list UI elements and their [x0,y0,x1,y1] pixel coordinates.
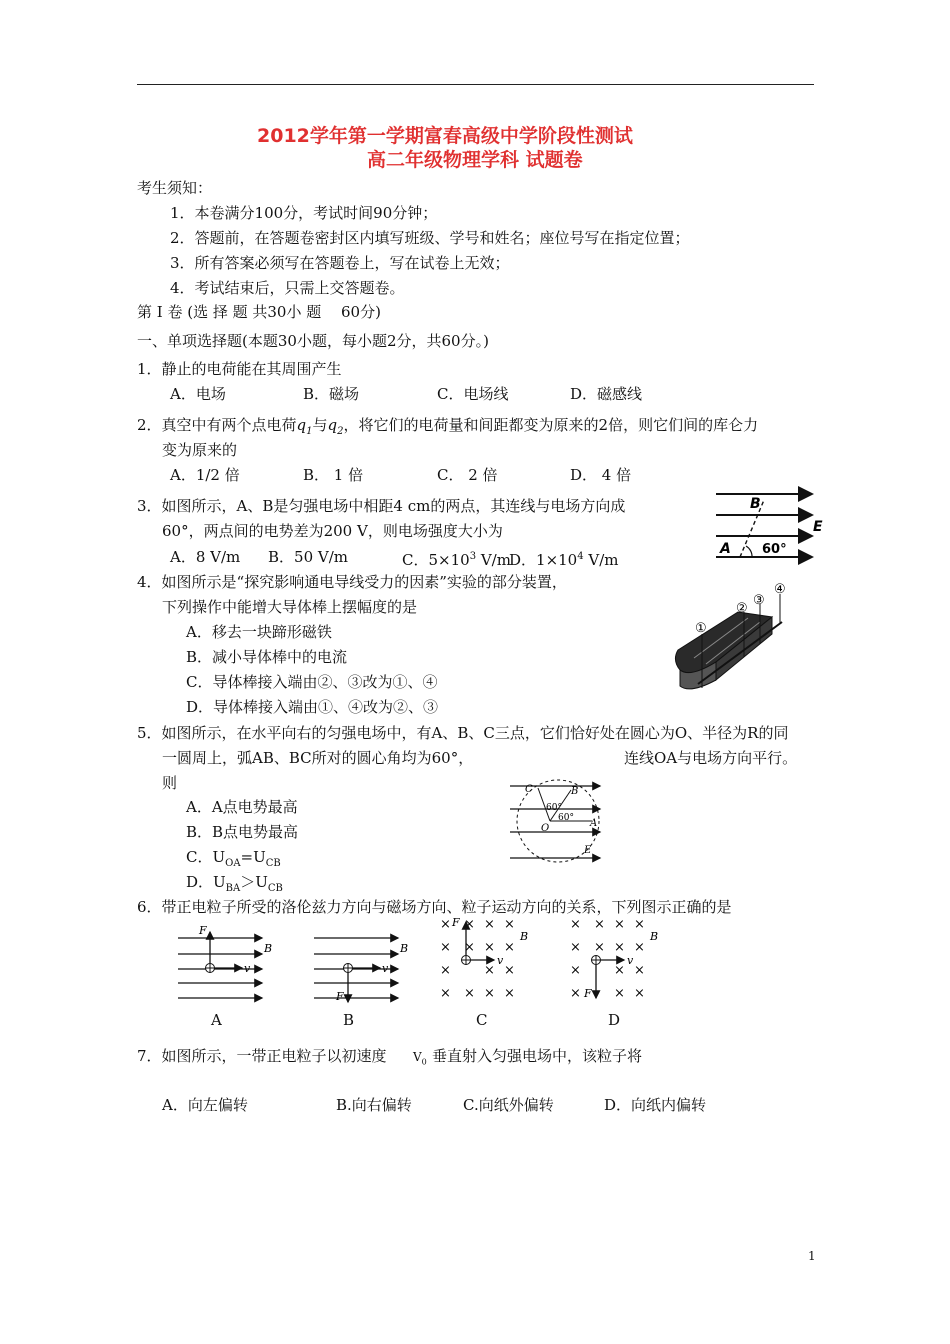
q7-option-b: B.向右偏转 [336,1096,412,1114]
q2-charge-2-symbol: q [327,416,338,434]
label-b: B [650,930,659,943]
cross-mark: × [464,940,475,955]
terminal-4: ④ [774,582,786,597]
q5-option-c-sub2: CB [265,858,281,869]
cross-mark: × [634,963,645,978]
terminal-2: ② [736,601,748,616]
notice-item: 1．本卷满分100分，考试时间90分钟； [170,204,438,222]
section-part: 第 I 卷 (选 择 题 共30小 题 60分) [137,303,381,321]
q2-charge-1-sub: 1 [306,426,313,437]
q3-stem-line2: 60°，两点间的电势差为200 V，则电场强度大小为 [162,522,503,540]
q1-option-c: C．电场线 [437,385,509,403]
label-c: C [525,784,533,795]
q7-velocity [413,1050,427,1066]
q5-option-d-u2: ＞U [240,873,268,891]
cross-mark: × [570,963,581,978]
q4-stem-line1: 4．如图所示是“探究影响通电导线受力的因素”实验的部分装置， [137,573,567,591]
q3-field-diagram [712,486,827,566]
angle-label-2: 60° [558,813,574,823]
cross-mark: × [464,986,475,1001]
q3-option-d [509,547,619,570]
q4-magnet-apparatus-diagram [668,582,798,702]
cross-mark: × [484,963,495,978]
q5-stem-line2a: 一圆周上，弧AB、BC所对的圆心角均为60°， [162,749,474,767]
label-a: A [590,818,598,829]
q5-option-c-sub1: OA [225,858,241,869]
cross-mark: × [614,963,625,978]
label-f: F [199,924,207,937]
q2-option-b: B． 1 倍 [303,466,364,484]
cross-mark: × [614,986,625,1001]
label-b: B [520,930,529,943]
q7-stem-b: 垂直射入匀强电场中，该粒子将 [432,1047,643,1065]
q5-option-d [186,872,283,899]
terminal-3: ③ [753,593,765,608]
cross-mark: × [484,940,495,955]
label-b: B [571,786,579,797]
q6-option-d-label: D [608,1011,621,1029]
section-instruction: 一、单项选择题(本题30小题，每小题2分，共60分。) [137,332,489,350]
q3-option-c [402,547,511,570]
cross-mark: × [634,986,645,1001]
q7-velocity-sub: 0 [421,1057,427,1067]
q4-option-b: B．减小导体棒中的电流 [186,648,348,666]
q1-option-b: B．磁场 [303,385,360,403]
exam-title-line2: 高二年级物理学科 试题卷 [367,149,583,171]
q1-stem: 1．静止的电荷能在其周围产生 [137,360,342,378]
label-v: v [244,962,251,975]
label-b: B [750,496,761,512]
q7-stem-a: 7．如图所示，一带正电粒子以初速度 [137,1047,387,1065]
q3-option-b: B．50 V/m [268,548,348,566]
q5-option-d-u1: D．U [186,873,226,891]
q2-stem-line2: 变为原来的 [162,441,238,459]
cross-mark: × [504,986,515,1001]
cross-mark: × [614,917,625,932]
q4-option-c: C．导体棒接入端由②、③改为①、④ [186,673,438,691]
label-v: v [497,954,504,967]
cross-mark: × [634,940,645,955]
q3-option-d-unit: V/m [583,551,619,569]
q5-option-b: B．B点电势最高 [186,823,299,841]
q7-option-c: C.向纸外偏转 [463,1096,554,1114]
page-number: 1 [808,1249,816,1263]
label-f: F [584,987,592,1000]
q6-figure-c [440,916,528,1001]
q1-option-a: A．电场 [170,385,226,403]
label-f: F [336,990,344,1003]
q6-options-diagram [176,918,676,1008]
label-b: B [400,942,409,955]
q5-stem-line2b: 连线OA与电场方向平行。 [624,749,798,767]
q1-option-d: D．磁感线 [570,385,643,403]
header-rule [137,84,814,85]
q2-stem [137,415,758,442]
exam-title-line1: 2012学年第一学期富春高级中学阶段性测试 [257,125,633,147]
q6-figure-a [178,924,272,998]
label-angle: 60° [762,542,787,557]
cross-mark: × [464,917,475,932]
q5-option-a: A．A点电势最高 [186,798,298,816]
angle-label-1: 60° [546,803,562,813]
q2-option-a: A．1/2 倍 [170,466,240,484]
q3-option-d-base: D．1×10 [509,551,578,569]
q6-option-a-label: A [211,1011,222,1029]
q5-option-c-u2: =U [240,848,266,866]
q6-option-b-label: B [343,1011,355,1029]
q5-stem-line1: 5．如图所示，在水平向右的匀强电场中，有A、B、C三点，它们恰好处在圆心为O、半径为R的同 [137,724,789,742]
q2-charge-2-sub: 2 [337,426,344,437]
cross-mark: × [594,917,605,932]
notice-item: 4．考试结束后，只需上交答题卷。 [170,279,405,297]
cross-mark: × [570,940,581,955]
q2-option-d: D． 4 倍 [570,466,632,484]
cross-mark: × [614,940,625,955]
cross-mark: × [570,917,581,932]
cross-mark: × [504,940,515,955]
q5-option-c [186,847,281,874]
q2-charge-2 [327,416,344,437]
q5-stem-line3: 则 [162,774,178,792]
cross-mark: × [440,986,451,1001]
label-e: E [584,845,592,856]
q2-stem-text-a: 2．真空中有两个点电荷 [137,416,297,434]
notice-heading: 考生须知： [137,179,213,197]
q4-option-d: D．导体棒接入端由①、④改为②、③ [186,698,439,716]
label-o: O [541,823,550,834]
q3-stem-line1: 3．如图所示，A、B是匀强电场中相距4 cm的两点，其连线与电场方向成 [137,497,626,515]
q7-option-a: A．向左偏转 [162,1096,248,1114]
cross-mark: × [594,940,605,955]
q2-stem-text-b: ，将它们的电荷量和间距都变为原来的2倍，则它们间的库仑力 [343,416,759,434]
q5-option-d-sub1: BA [225,883,241,894]
cross-mark: × [484,986,495,1001]
q7-velocity-symbol: V [413,1050,422,1064]
q6-option-c-label: C [476,1011,488,1029]
q2-stem-mid: 与 [312,416,328,434]
label-v: v [382,962,389,975]
notice-item: 2．答题前，在答题卷密封区内填写班级、学号和姓名；座位号写在指定位置； [170,229,690,247]
label-v: v [627,954,634,967]
cross-mark: × [440,917,451,932]
q5-option-c-u1: C．U [186,848,226,866]
q5-circle-field-diagram [508,778,608,870]
terminal-1: ① [695,621,707,636]
label-f: F [452,916,460,929]
angle-arc [746,546,752,557]
q7-option-d: D．向纸内偏转 [604,1096,707,1114]
label-b: B [264,942,273,955]
q6-figure-b [314,938,408,1003]
q3-option-c-exp: 3 [469,551,477,562]
q4-option-a: A．移去一块蹄形磁铁 [186,623,332,641]
q6-figure-d [570,917,658,1001]
q3-option-c-unit: V/m [476,551,511,569]
notice-item: 3．所有答案必须写在答题卷上，写在试卷上无效； [170,254,510,272]
cross-mark: × [440,940,451,955]
q4-stem-line2: 下列操作中能增大导体棒上摆幅度的是 [162,598,418,616]
label-e: E [813,519,823,535]
q5-option-d-sub2: CB [267,883,283,894]
q3-option-d-exp: 4 [577,551,584,562]
q3-option-a: A．8 V/m [170,548,241,566]
cross-mark: × [440,963,451,978]
cross-mark: × [504,917,515,932]
cross-mark: × [570,986,581,1001]
cross-mark: × [634,917,645,932]
q2-charge-1 [296,416,313,437]
q2-charge-1-symbol: q [296,416,307,434]
q3-option-c-base: C．5×10 [402,551,470,569]
q2-option-c: C． 2 倍 [437,466,498,484]
label-a: A [720,541,731,557]
cross-mark: × [504,963,515,978]
cross-mark: × [484,917,495,932]
q6-stem: 6．带正电粒子所受的洛伦兹力方向与磁场方向、粒子运动方向的关系，下列图示正确的是 [137,898,732,916]
